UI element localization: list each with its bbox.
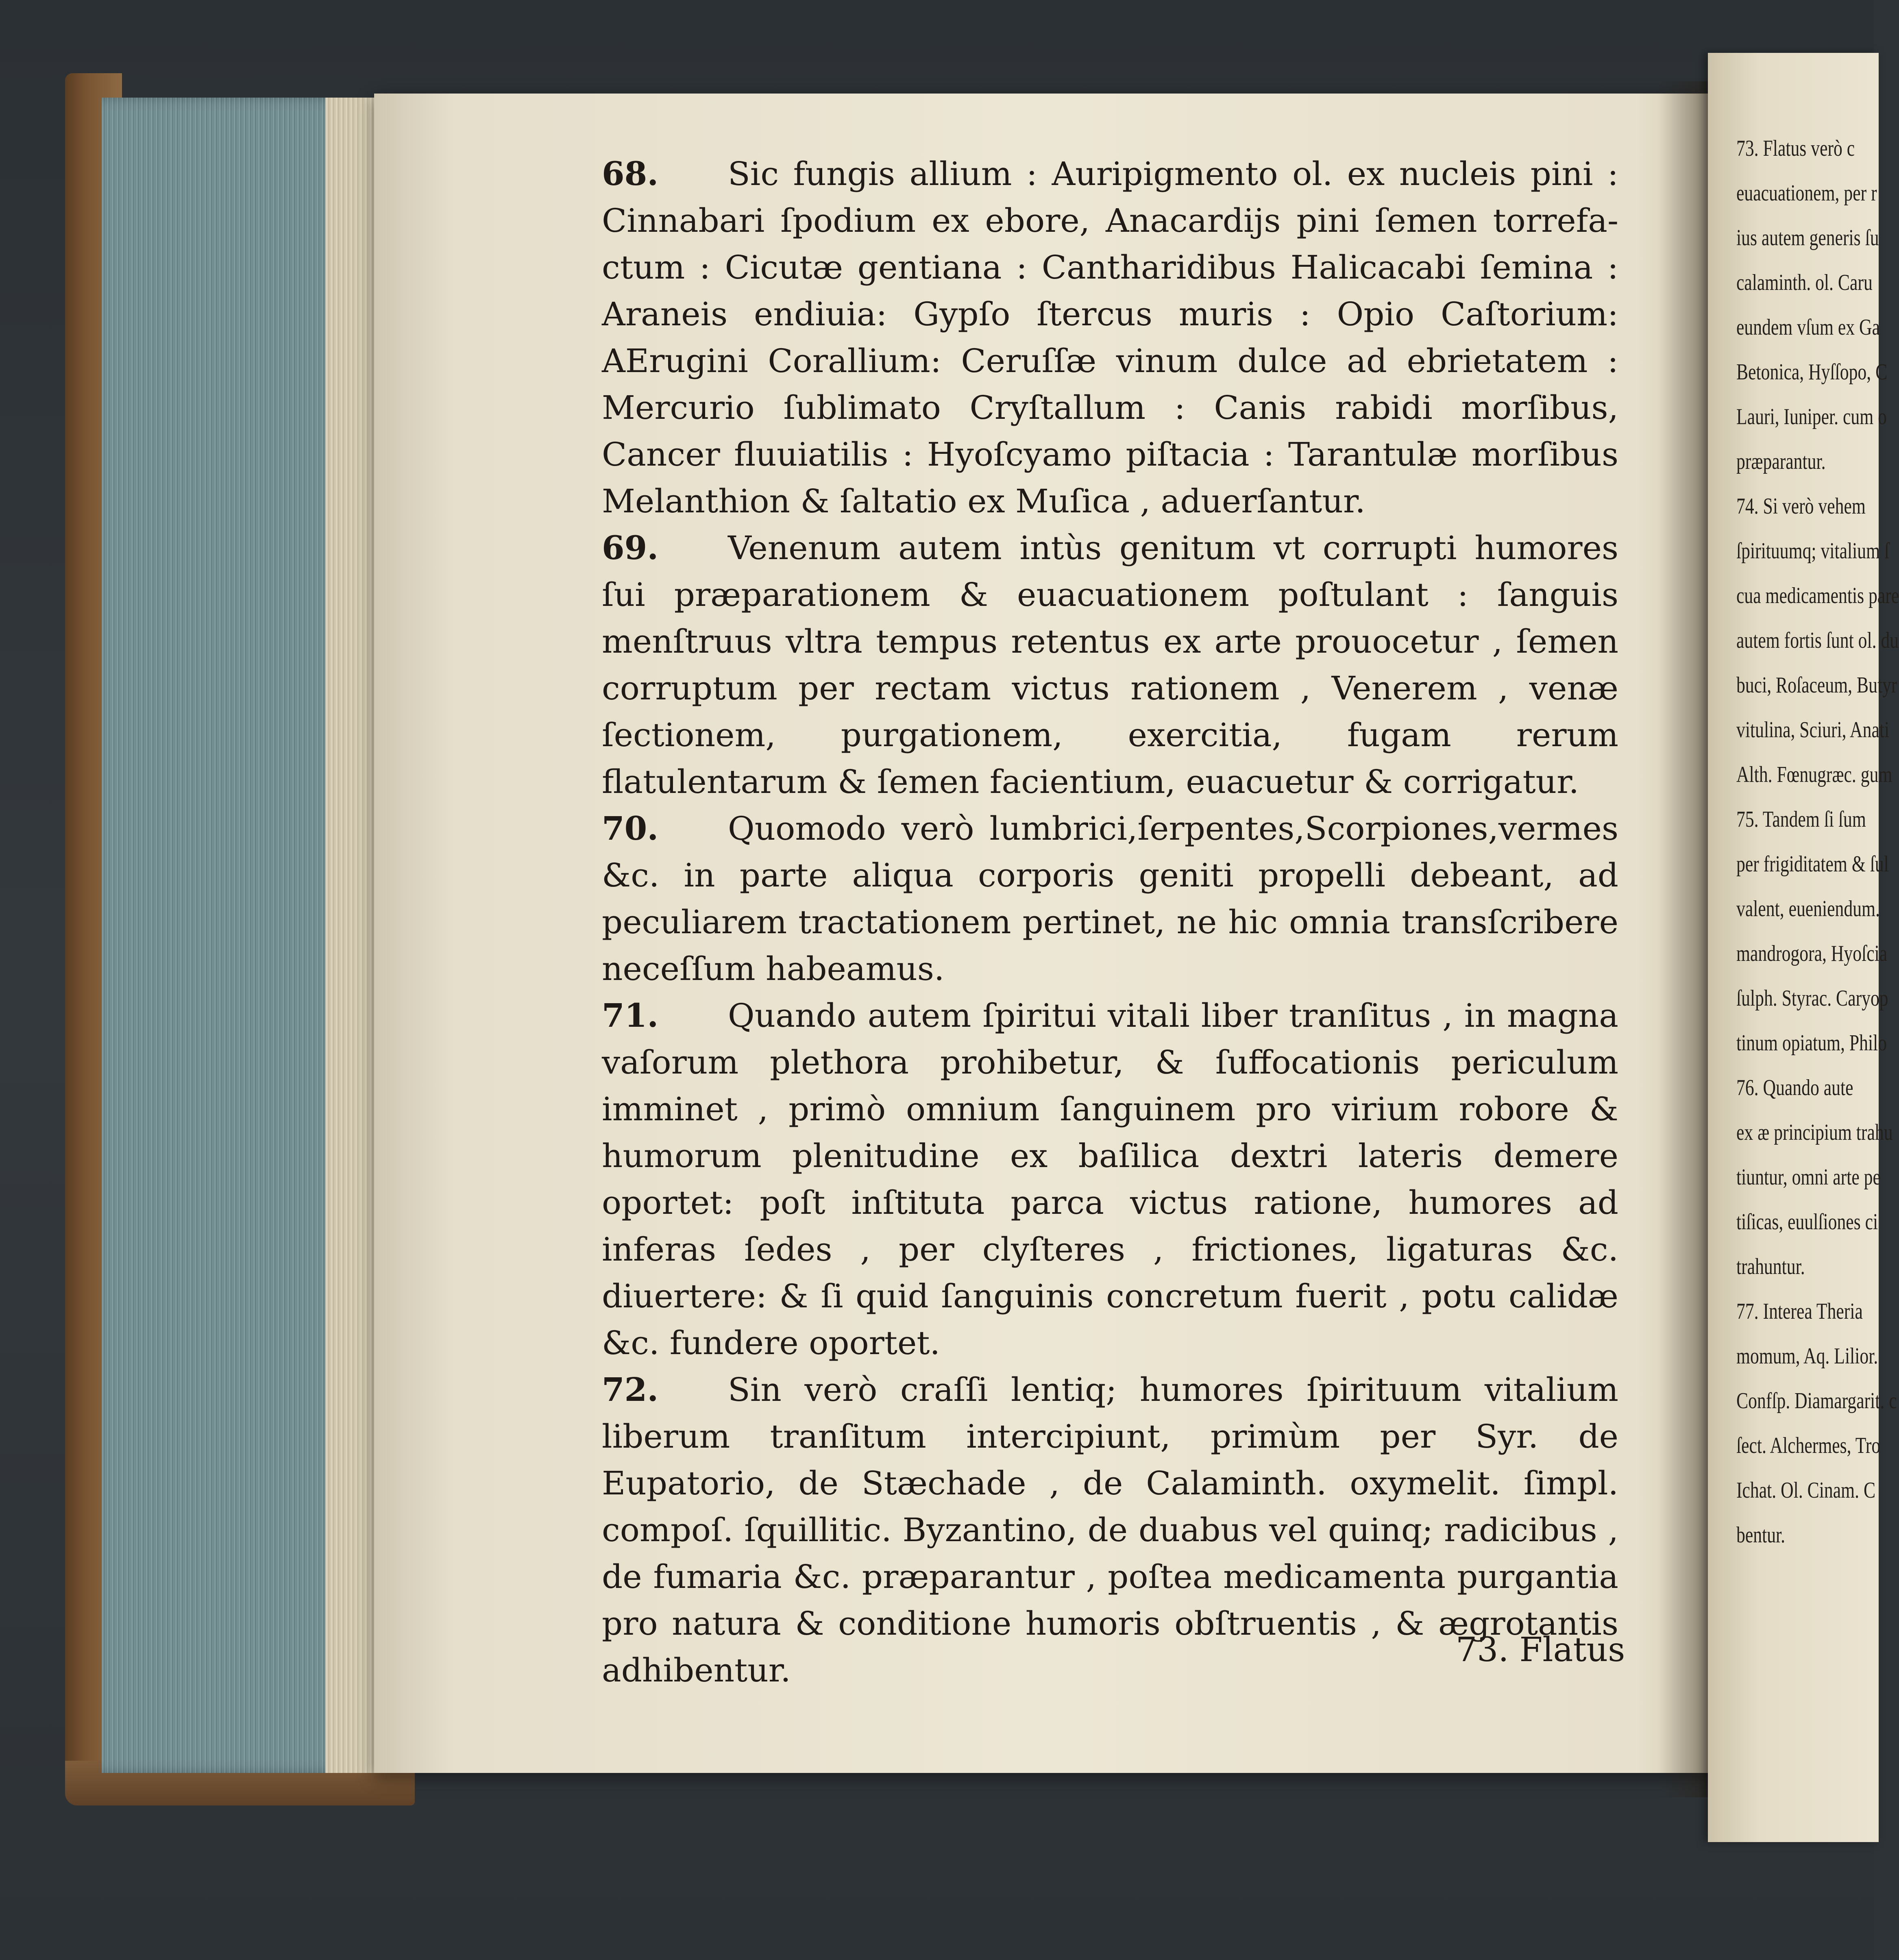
paragraph-70 xyxy=(602,805,1618,992)
right-line: 76. Quando aute xyxy=(1736,1075,1853,1100)
right-line: Lauri, Iuniper. cum o xyxy=(1736,404,1887,429)
right-line: momum, Aq. Lilior. xyxy=(1736,1344,1878,1369)
right-line: tiuntur, omni arte pe xyxy=(1736,1165,1881,1190)
paragraph-number: 71. xyxy=(602,996,659,1034)
right-page-text xyxy=(1736,126,1899,1557)
paragraph-text: Quomodo verò lumbrici,ſerpentes,Scorpiones,vermes &c. in parte aliqua corporis geniti propelli debeant, ad peculiarem tractationem pertinet, ne hic omnia transſcribere neceſſum habeamus. xyxy=(602,810,1618,988)
paragraph-number: 72. xyxy=(602,1370,659,1409)
right-line: ſulph. Styrac. Caryop xyxy=(1736,986,1888,1011)
right-line: autem fortis ſunt ol. du xyxy=(1736,628,1899,653)
right-line: Alth. Fœnugræc. gum xyxy=(1736,762,1892,787)
right-line: valent, eueniendum. xyxy=(1736,896,1880,921)
right-line: 77. Interea Theria xyxy=(1736,1299,1863,1324)
catchword: 73. Flatus xyxy=(1456,1631,1625,1669)
page-block-edges-light xyxy=(325,98,378,1773)
right-line: eundem vſum ex Ga xyxy=(1736,315,1880,340)
right-line: ius autem generis ſu xyxy=(1736,225,1879,250)
right-line: buci, Roſaceum, Butyr xyxy=(1736,673,1897,698)
paragraph-69 xyxy=(602,525,1618,805)
right-line: euacuationem, per r xyxy=(1736,181,1877,206)
right-line: vitulina, Sciuri, Anati xyxy=(1736,717,1890,743)
right-line: Betonica, Hyſſopo, C xyxy=(1736,359,1888,385)
right-line: Ichat. Ol. Cinam. C xyxy=(1736,1478,1876,1503)
right-line: ſpirituumq; vitalium ſ xyxy=(1736,538,1890,564)
right-line: præparantur. xyxy=(1736,449,1826,474)
paragraph-text: Quando autem ſpiritui vitali liber tranſitus , in magna vaſorum plethora prohibetur, & ſuffocationis periculum imminet , primò omnium ſanguinem pro virium robore & humorum plenitudine ex baſilica dextri lateris demere oportet: poſt inſtituta parca victus ratione, humores ad inferas ſedes , per clyſteres , frictiones, ligaturas &c. diuertere: & ſi quid ſanguinis concretum fuerit , potu calidæ &c. fundere oportet. xyxy=(602,997,1618,1362)
right-line: per frigiditatem & ſul xyxy=(1736,852,1889,877)
right-line: calaminth. ol. Caru xyxy=(1736,270,1873,295)
right-line: ſect. Alchermes, Tro xyxy=(1736,1433,1881,1458)
right-line: tinum opiatum, Philo xyxy=(1736,1030,1887,1056)
right-page xyxy=(1708,53,1899,1842)
paragraph-71 xyxy=(602,992,1618,1366)
right-line: bentur. xyxy=(1736,1522,1786,1548)
right-line: tiſicas, euulſiones ci xyxy=(1736,1209,1878,1235)
paragraph-text: Sic fungis allium : Auripigmento ol. ex nucleis pini : Cinnabari ſpodium ex ebore, Anacardijs pini ſemen torrefa-ctum : Cicutæ gentiana : Cantharidibus Halicacabi ſemina : Araneis endiuia: Gypſo ſtercus muris : Opio Caſtorium: AErugini Corallium: Ceruſſæ vinum dulce ad ebrietatem : Mercurio ſublimato Cryſtallum : Canis rabidi morſibus, Cancer fluuiatilis : Hyoſcyamo piſtacia : Tarantulæ morſibus Melanthion & ſaltatio ex Muſica , aduerſantur. xyxy=(602,155,1618,520)
paragraph-number: 69. xyxy=(602,529,659,567)
right-line: Confſp. Diamargarit. c xyxy=(1736,1388,1897,1413)
right-line: trahuntur. xyxy=(1736,1254,1805,1279)
right-line: mandrogora, Hyoſcia xyxy=(1736,941,1888,966)
right-line: ex æ principium trahu xyxy=(1736,1120,1893,1145)
left-page-text xyxy=(602,150,1618,1694)
right-line: cua medicamentis pare xyxy=(1736,583,1899,608)
paragraph-number: 70. xyxy=(602,809,659,847)
right-line: 73. Flatus verò c xyxy=(1736,136,1855,161)
paragraph-text: Sin verò craſſi lentiq; humores ſpirituum vitalium liberum tranſitum intercipiunt, primùm per Syr. de Eupatorio, de Stæchade , de Calaminth. oxymelit. ſimpl. compoſ. ſquillitic. Byzantino, de duabus vel quinq; radicibus , de fumaria &c. præparantur , poſtea medicamenta purgantia pro natura & conditione humoris obſtruentis , & ægrotantis adhibentur. xyxy=(602,1371,1618,1689)
paragraph-text: Venenum autem intùs genitum vt corrupti humores ſui præparationem & euacuationem poſtulant : ſanguis menſtruus vltra tempus retentus ex arte prouocetur , ſemen corruptum per rectam victus rationem , Venerem , venæ ſectionem, purgationem, exercitia, fugam rerum flatulentarum & ſemen facientium, euacuetur & corrigatur. xyxy=(602,529,1618,801)
right-line: 74. Si verò vehem xyxy=(1736,494,1866,519)
right-line: 75. Tandem ſi ſum xyxy=(1736,807,1866,832)
paragraph-number: 68. xyxy=(602,155,659,193)
paragraph-68 xyxy=(602,150,1618,525)
